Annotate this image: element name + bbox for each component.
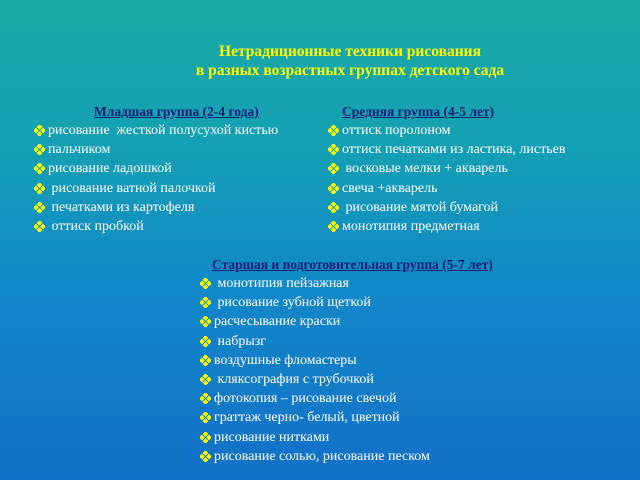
technique-item xyxy=(328,217,565,236)
technique-item xyxy=(200,408,493,427)
technique-list xyxy=(34,121,278,236)
diamond-bullet-icon xyxy=(200,408,214,427)
technique-label: монотипия пейзажная xyxy=(214,276,349,291)
technique-label: воздушные фломастеры xyxy=(214,352,357,368)
slide-number-placeholder xyxy=(600,454,618,466)
diamond-bullet-icon xyxy=(200,428,214,447)
technique-item xyxy=(34,179,278,198)
title-line-2: в разных возрастных группах детского сада xyxy=(195,62,505,79)
technique-label: рисование солью, рисование песком xyxy=(214,448,430,464)
technique-label: оттиск печатками из ластика, листьев xyxy=(342,142,566,158)
group-heading: Старшая и подготовительная группа (5-7 лет) xyxy=(212,257,493,272)
diamond-bullet-icon xyxy=(200,312,214,331)
diamond-bullet-icon xyxy=(200,447,214,466)
group-middle xyxy=(328,103,565,236)
technique-label: рисование мятой бумагой xyxy=(342,199,499,215)
technique-label: набрызг xyxy=(214,333,267,349)
technique-label: расчесывание краски xyxy=(214,314,341,330)
technique-item xyxy=(34,121,278,140)
technique-label: рисование жесткой полусухой кистью xyxy=(48,123,279,138)
technique-label: оттиск пробкой xyxy=(48,219,144,235)
diamond-bullet-icon xyxy=(200,274,214,293)
group-junior xyxy=(34,103,278,236)
diamond-bullet-icon xyxy=(328,121,342,140)
technique-item xyxy=(200,312,493,331)
technique-label: фотокопия – рисование свечой xyxy=(214,391,397,407)
technique-item xyxy=(200,274,493,293)
technique-item xyxy=(328,121,565,140)
technique-label: кляксография с трубочкой xyxy=(214,372,374,388)
technique-label: пальчиком xyxy=(48,142,111,158)
diamond-bullet-icon xyxy=(328,179,342,198)
technique-item xyxy=(328,179,565,198)
technique-item xyxy=(34,198,278,217)
technique-item xyxy=(200,447,493,466)
technique-label: свеча +акварель xyxy=(342,180,438,196)
group-heading: Средняя группа (4-5 лет) xyxy=(342,104,495,119)
technique-label: граттаж черно- белый, цветной xyxy=(214,410,400,426)
technique-label: монотипия предметная xyxy=(342,219,480,235)
diamond-bullet-icon xyxy=(200,332,214,351)
technique-list xyxy=(200,274,493,466)
technique-item xyxy=(328,198,565,217)
diamond-bullet-icon xyxy=(200,293,214,312)
diamond-bullet-icon xyxy=(34,217,48,236)
technique-item xyxy=(200,389,493,408)
technique-label: печатками из картофеля xyxy=(48,199,195,215)
technique-item xyxy=(200,428,493,447)
technique-item xyxy=(34,159,278,178)
technique-label: рисование нитками xyxy=(214,429,330,445)
diamond-bullet-icon xyxy=(200,389,214,408)
diamond-bullet-icon xyxy=(200,370,214,389)
diamond-bullet-icon xyxy=(328,217,342,236)
technique-item xyxy=(200,293,493,312)
diamond-bullet-icon xyxy=(34,198,48,217)
diamond-bullet-icon xyxy=(200,351,214,370)
diamond-bullet-icon xyxy=(328,140,342,159)
technique-item xyxy=(200,370,493,389)
diamond-bullet-icon xyxy=(328,159,342,178)
technique-label: восковые мелки + акварель xyxy=(342,161,508,177)
technique-item xyxy=(328,140,565,159)
technique-label: рисование ладошкой xyxy=(48,161,172,177)
technique-item xyxy=(200,351,493,370)
technique-list xyxy=(328,121,565,236)
technique-item xyxy=(328,159,565,178)
title-line-1: Нетрадиционные техники рисования xyxy=(219,43,481,60)
diamond-bullet-icon xyxy=(34,179,48,198)
technique-label: рисование зубной щеткой xyxy=(214,295,371,311)
technique-item xyxy=(34,217,278,236)
diamond-bullet-icon xyxy=(328,198,342,217)
group-heading: Младшая группа (2-4 года) xyxy=(94,104,259,119)
technique-label: оттиск поролоном xyxy=(342,123,451,138)
slide-title xyxy=(0,42,640,80)
technique-item xyxy=(34,140,278,159)
diamond-bullet-icon xyxy=(34,121,48,140)
diamond-bullet-icon xyxy=(34,159,48,178)
group-senior xyxy=(200,256,493,466)
diamond-bullet-icon xyxy=(34,140,48,159)
technique-item xyxy=(200,332,493,351)
technique-label: рисование ватной палочкой xyxy=(48,180,216,196)
